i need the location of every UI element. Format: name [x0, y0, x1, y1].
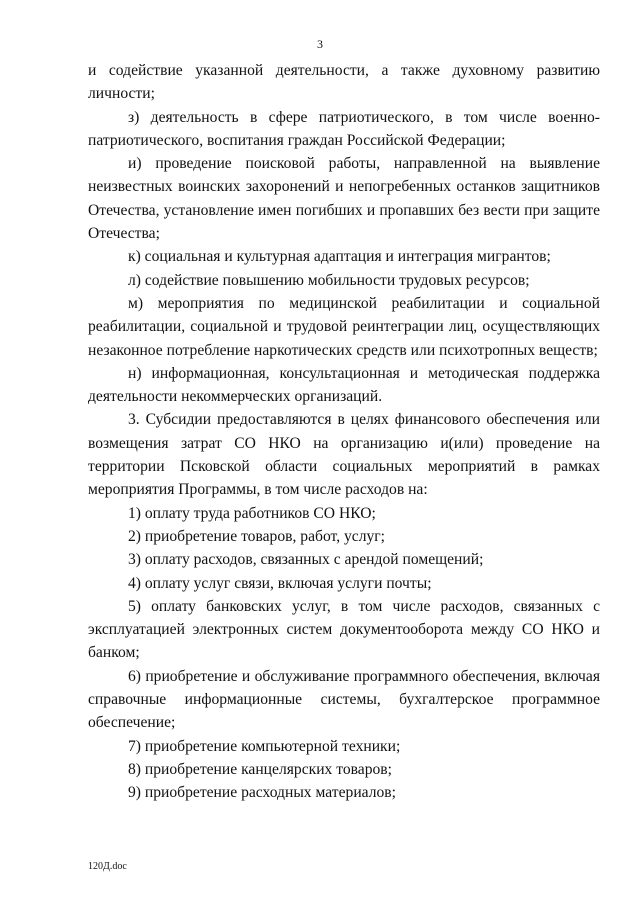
footer-filename: 120Д.doc: [88, 861, 127, 872]
list-item-8: 8) приобретение канцелярских товаров;: [128, 760, 393, 778]
list-item-3: 3) оплату расходов, связанных с арендой помещений;: [128, 551, 484, 569]
list-item-5: 5) оплату банковских услуг, в том числе расходов, связанных с эксплуатацией электронных систем документооборота между СО НКО и банком;: [88, 597, 600, 662]
document-body: [88, 59, 600, 805]
list-item-2: 2) приобретение товаров, работ, услуг;: [128, 527, 386, 545]
paragraph-item-z: з) деятельность в сфере патриотического, в том числе военно-патриотического, воспитания граждан Российской Федерации;: [88, 108, 600, 149]
paragraph-item-m: м) мероприятия по медицинской реабилитации и социальной реабилитации, социальной и трудовой реинтеграции лиц, осуществляющих незаконное потребление наркотических средств или психотропных веществ;: [88, 294, 600, 359]
paragraph-item-l: л) содействие повышению мобильности трудовых ресурсов;: [128, 271, 530, 289]
list-item-7: 7) приобретение компьютерной техники;: [128, 737, 401, 755]
paragraph-item-n: н) информационная, консультационная и методическая поддержка деятельности некоммерческих организаций.: [88, 364, 600, 406]
paragraph-continuation: и содействие указанной деятельности, а также духовному развитию личности;: [88, 62, 600, 103]
paragraph-item-i: и) проведение поисковой работы, направленной на выявление неизвестных воинских захоронений и непогребенных останков защитников Отечества, установление имен погибших и пропавших без вести при защите Отечества;: [88, 155, 600, 243]
paragraph-item-k: к) социальная и культурная адаптация и интеграция мигрантов;: [128, 248, 551, 266]
list-item-9: 9) приобретение расходных материалов;: [128, 784, 396, 802]
paragraph-section-3: 3. Субсидии предоставляются в целях финансового обеспечения или возмещения затрат СО НКО на организацию и(или) проведение на территории Псковской области социальных мероприятий в рамках мероприятия Программы, в том числе расходов на:: [88, 411, 600, 499]
page-number: 3: [317, 37, 323, 51]
list-item-6: 6) приобретение и обслуживание программного обеспечения, включая справочные информационные системы, бухгалтерское программное обеспечение;: [88, 667, 600, 732]
list-item-4: 4) оплату услуг связи, включая услуги почты;: [128, 574, 432, 592]
list-item-1: 1) оплату труда работников СО НКО;: [128, 504, 376, 522]
